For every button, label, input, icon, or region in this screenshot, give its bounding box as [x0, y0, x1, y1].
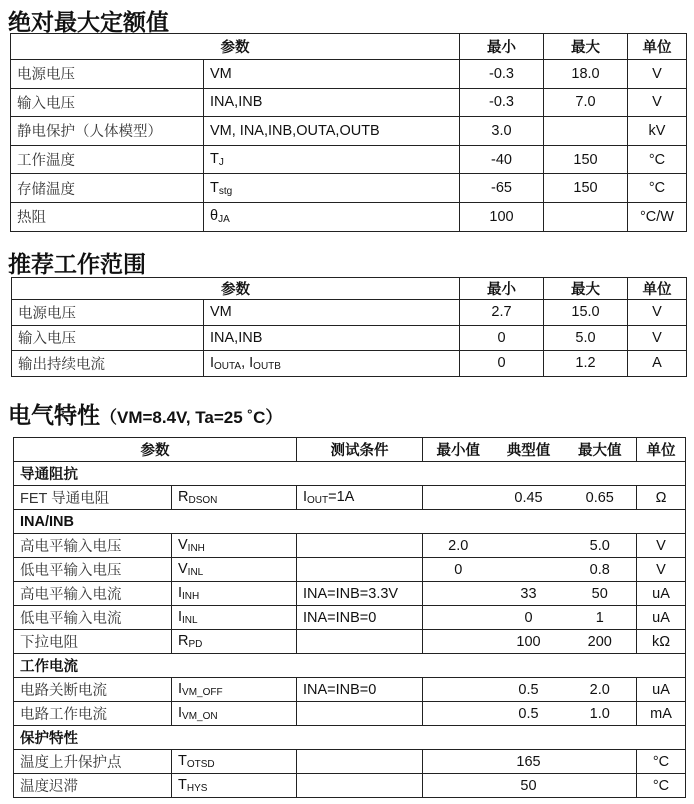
table-row [14, 606, 686, 630]
min-value [423, 486, 494, 510]
category-row [14, 654, 686, 678]
symbol-main: V [178, 537, 188, 553]
symbol-subscript: INL [182, 615, 198, 626]
unit: kV [628, 117, 687, 146]
symbol-main: VM [210, 304, 232, 321]
table-row [11, 202, 687, 231]
symbol-main: I [178, 609, 183, 625]
param-symbol [204, 174, 460, 203]
max-value [564, 774, 637, 798]
unit: V [628, 325, 687, 351]
recommended-table [11, 277, 687, 377]
param-name: 输入电压 [11, 88, 204, 117]
electrical-title-conditions: （VM=8.4V, Ta=25 ˚C） [100, 408, 283, 427]
max-value: 5.0 [564, 534, 637, 558]
param-name: 静电保护（人体模型） [11, 117, 204, 146]
test-condition [297, 606, 423, 630]
header-max: 最大 [544, 34, 628, 60]
param-name: 工作温度 [11, 145, 204, 174]
min-value: 0 [423, 558, 494, 582]
category-row [14, 462, 686, 486]
param-symbol [204, 351, 460, 377]
typ-value: 100 [494, 630, 564, 654]
unit: A [628, 351, 687, 377]
max-value [544, 117, 628, 146]
symbol-main: I [178, 585, 183, 601]
unit: °C/W [628, 202, 687, 231]
header-max: 最大 [544, 278, 628, 300]
symbol-main: I [178, 705, 183, 721]
param-symbol [172, 582, 297, 606]
max-value: 150 [544, 174, 628, 203]
category-row [14, 510, 686, 534]
symbol-subscript: DSON [188, 495, 218, 506]
symbol-subscript: OUTA [214, 360, 242, 372]
param-name: 低电平输入电流 [14, 606, 172, 630]
symbol-main: R [178, 633, 189, 649]
condition-rest: =1A [328, 489, 355, 505]
symbol-main: T [210, 151, 219, 168]
unit: V [628, 88, 687, 117]
min-value [423, 678, 494, 702]
test-condition [297, 774, 423, 798]
min-value: -0.3 [460, 88, 544, 117]
symbol-subscript: stg [218, 185, 233, 197]
test-condition [297, 630, 423, 654]
symbol-main: VM [210, 65, 232, 82]
min-value: 0 [460, 325, 544, 351]
table-row [14, 534, 686, 558]
param-name: 高电平输入电流 [14, 582, 172, 606]
symbol-main: R [178, 489, 189, 505]
param-symbol [204, 88, 460, 117]
max-value: 2.0 [564, 678, 637, 702]
param-symbol [172, 750, 297, 774]
max-value: 15.0 [544, 300, 628, 326]
electrical-title-text: 电气特性 [8, 402, 100, 428]
table-row [11, 174, 687, 203]
min-value: 100 [460, 202, 544, 231]
max-value: 1.2 [544, 351, 628, 377]
param-symbol [204, 145, 460, 174]
table-row [14, 678, 686, 702]
electrical-title [8, 397, 282, 430]
typ-value [494, 558, 564, 582]
symbol-subscript: J [218, 157, 224, 169]
table-row [12, 325, 687, 351]
param-name: 高电平输入电压 [14, 534, 172, 558]
param-name: 低电平输入电压 [14, 558, 172, 582]
min-value: -65 [460, 174, 544, 203]
max-value: 50 [564, 582, 637, 606]
condition-text: INA=INB=0 [303, 609, 377, 626]
symbol-main-2: , I [241, 354, 254, 371]
unit: uA [637, 606, 686, 630]
param-symbol [204, 300, 460, 326]
typ-value [494, 534, 564, 558]
table-row [11, 88, 687, 117]
symbol-subscript: OTSD [186, 759, 215, 770]
min-value [423, 702, 494, 726]
max-value [544, 202, 628, 231]
header-row [11, 34, 687, 60]
param-symbol [172, 630, 297, 654]
symbol-subscript: INL [187, 567, 204, 578]
header-param: 参数 [12, 278, 460, 300]
condition-text: INA=INB=3.3V [303, 585, 399, 602]
max-value: 1.0 [564, 702, 637, 726]
param-name: 电源电压 [11, 60, 204, 89]
param-symbol [172, 486, 297, 510]
electrical-table [13, 437, 686, 798]
test-condition [297, 534, 423, 558]
unit: °C [637, 774, 686, 798]
table-row [14, 558, 686, 582]
abs-max-title: 绝对最大定额值 [8, 9, 169, 35]
unit: °C [628, 174, 687, 203]
symbol-main: V [178, 561, 188, 577]
min-value: -0.3 [460, 60, 544, 89]
param-symbol [172, 702, 297, 726]
param-name: 输出持续电流 [12, 351, 204, 377]
header-row [14, 438, 686, 462]
symbol-main: T [178, 753, 187, 769]
min-value [423, 582, 494, 606]
symbol-main: θ [210, 208, 219, 225]
param-symbol [172, 774, 297, 798]
condition-subscript: OUT [307, 495, 329, 506]
param-name: FET 导通电阻 [14, 486, 172, 510]
max-value: 0.65 [564, 486, 637, 510]
param-name: 电源电压 [12, 300, 204, 326]
symbol-subscript: INH [182, 591, 200, 602]
typ-value: 0 [494, 606, 564, 630]
table-row [14, 774, 686, 798]
param-symbol [204, 60, 460, 89]
symbol-subscript: INH [187, 543, 205, 554]
unit: °C [637, 750, 686, 774]
test-condition [297, 486, 423, 510]
min-value: 2.0 [423, 534, 494, 558]
symbol-subscript: JA [218, 214, 230, 226]
max-value: 200 [564, 630, 637, 654]
table-row [12, 300, 687, 326]
unit: V [628, 60, 687, 89]
unit: V [637, 558, 686, 582]
param-name: 温度迟滞 [14, 774, 172, 798]
symbol-main: I [178, 681, 183, 697]
header-param: 参数 [14, 438, 297, 462]
unit: mA [637, 702, 686, 726]
param-symbol [172, 678, 297, 702]
test-condition [297, 582, 423, 606]
param-symbol [172, 606, 297, 630]
unit: Ω [637, 486, 686, 510]
unit: V [628, 300, 687, 326]
param-symbol [172, 534, 297, 558]
header-conditions: 测试条件 [297, 438, 423, 462]
table-row [14, 750, 686, 774]
header-min: 最小 [460, 278, 544, 300]
symbol-subscript: HYS [186, 783, 208, 794]
test-condition [297, 678, 423, 702]
min-value [423, 774, 494, 798]
min-value: 2.7 [460, 300, 544, 326]
symbol-subscript: PD [188, 639, 203, 650]
param-symbol [204, 202, 460, 231]
param-name: 热阻 [11, 202, 204, 231]
test-condition [297, 702, 423, 726]
param-symbol [204, 325, 460, 351]
param-name: 温度上升保护点 [14, 750, 172, 774]
min-value [423, 750, 494, 774]
typ-value: 0.45 [494, 486, 564, 510]
max-value: 5.0 [544, 325, 628, 351]
min-value [423, 630, 494, 654]
unit: °C [628, 145, 687, 174]
symbol-main: VM, INA,INB,OUTA,OUTB [210, 122, 380, 139]
header-param: 参数 [11, 34, 460, 60]
header-min: 最小值 [423, 438, 494, 462]
symbol-main: T [210, 179, 219, 196]
table-row [11, 60, 687, 89]
max-value: 18.0 [544, 60, 628, 89]
header-min: 最小 [460, 34, 544, 60]
table-row [14, 702, 686, 726]
symbol-main: INA,INB [210, 329, 263, 346]
category-label: INA/INB [14, 510, 686, 534]
typ-value: 50 [494, 774, 564, 798]
max-value: 7.0 [544, 88, 628, 117]
header-unit: 单位 [637, 438, 686, 462]
unit: uA [637, 678, 686, 702]
condition-text: I [303, 489, 308, 505]
symbol-subscript: VM_OFF [182, 687, 223, 698]
abs-max-table [10, 33, 687, 232]
condition-text: INA=INB=0 [303, 681, 377, 698]
header-typ: 典型值 [494, 438, 564, 462]
header-unit: 单位 [628, 34, 687, 60]
param-name: 电路关断电流 [14, 678, 172, 702]
category-label: 保护特性 [14, 726, 686, 750]
table-row [14, 582, 686, 606]
param-symbol [172, 558, 297, 582]
symbol-main: INA,INB [210, 94, 263, 111]
unit: uA [637, 582, 686, 606]
header-row [12, 278, 687, 300]
typ-value: 165 [494, 750, 564, 774]
param-name: 电路工作电流 [14, 702, 172, 726]
param-name: 下拉电阻 [14, 630, 172, 654]
header-max: 最大值 [564, 438, 637, 462]
typ-value: 0.5 [494, 678, 564, 702]
symbol-subscript-2: OUTB [253, 360, 281, 372]
symbol-main: T [178, 777, 187, 793]
max-value [564, 750, 637, 774]
table-row [14, 486, 686, 510]
min-value [423, 606, 494, 630]
param-name: 输入电压 [12, 325, 204, 351]
symbol-subscript: VM_ON [182, 711, 218, 722]
max-value: 1 [564, 606, 637, 630]
param-symbol [204, 117, 460, 146]
category-row [14, 726, 686, 750]
min-value: 3.0 [460, 117, 544, 146]
param-name: 存储温度 [11, 174, 204, 203]
min-value: 0 [460, 351, 544, 377]
symbol-main: I [210, 354, 215, 371]
table-row [14, 630, 686, 654]
header-unit: 单位 [628, 278, 687, 300]
table-row [11, 117, 687, 146]
max-value: 150 [544, 145, 628, 174]
table-row [12, 351, 687, 377]
recommended-title: 推荐工作范围 [8, 251, 146, 277]
max-value: 0.8 [564, 558, 637, 582]
table-row [11, 145, 687, 174]
min-value: -40 [460, 145, 544, 174]
unit: kΩ [637, 630, 686, 654]
category-label: 工作电流 [14, 654, 686, 678]
test-condition [297, 750, 423, 774]
typ-value: 33 [494, 582, 564, 606]
typ-value: 0.5 [494, 702, 564, 726]
test-condition [297, 558, 423, 582]
category-label: 导通阻抗 [14, 462, 686, 486]
unit: V [637, 534, 686, 558]
